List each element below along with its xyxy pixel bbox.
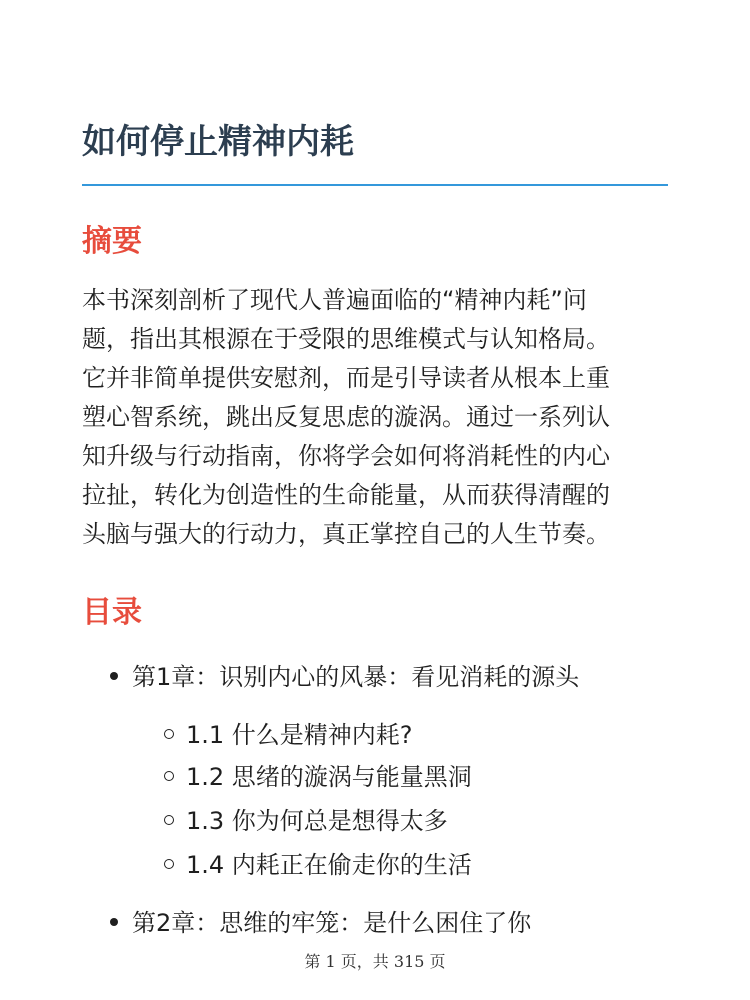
toc-chapter-label: 第2章：思维的牢笼：是什么困住了你	[132, 909, 532, 937]
bullet-circle-icon	[164, 729, 174, 739]
bullet-circle-icon	[164, 815, 174, 825]
bullet-circle-icon	[164, 859, 174, 869]
abstract-line: 塑心智系统，跳出反复思虑的漩涡。通过一系列认	[82, 403, 610, 431]
abstract-line: 头脑与强大的行动力，真正掌控自己的人生节奏。	[82, 520, 610, 548]
bullet-dot-icon	[110, 672, 118, 680]
toc-section-label: 1.1 什么是精神内耗?	[186, 721, 413, 749]
abstract-line: 题，指出其根源在于受限的思维模式与认知格局。	[82, 325, 610, 353]
toc-chapter-2[interactable]	[110, 905, 531, 941]
document-title: 如何停止精神内耗	[82, 122, 354, 162]
abstract-line: 知升级与行动指南，你将学会如何将消耗性的内心	[82, 442, 610, 470]
toc-section-1-2[interactable]	[164, 759, 472, 795]
toc-section-label: 1.3 你为何总是想得太多	[186, 807, 448, 835]
toc-section-1-3[interactable]	[164, 803, 448, 839]
toc-section-label: 1.4 内耗正在偷走你的生活	[186, 851, 472, 879]
bullet-circle-icon	[164, 771, 174, 781]
toc-chapter-1[interactable]	[110, 659, 579, 695]
abstract-line: 它并非简单提供安慰剂，而是引导读者从根本上重	[82, 364, 610, 392]
toc-section-label: 1.2 思绪的漩涡与能量黑洞	[186, 763, 472, 791]
toc-chapter-label: 第1章：识别内心的风暴：看见消耗的源头	[132, 663, 580, 691]
toc-section-1-1[interactable]	[164, 717, 413, 753]
toc-heading: 目录	[82, 595, 142, 630]
abstract-line: 拉扯，转化为创造性的生命能量，从而获得清醒的	[82, 481, 610, 509]
abstract-line: 本书深刻剖析了现代人普遍面临的“精神内耗”问	[82, 286, 587, 314]
abstract-heading: 摘要	[82, 224, 142, 259]
toc-section-1-4[interactable]	[164, 847, 472, 883]
bullet-dot-icon	[110, 918, 118, 926]
page-number-footer: 第 1 页，共 315 页	[304, 952, 446, 971]
abstract-paragraph	[82, 281, 674, 554]
title-divider	[82, 184, 668, 186]
